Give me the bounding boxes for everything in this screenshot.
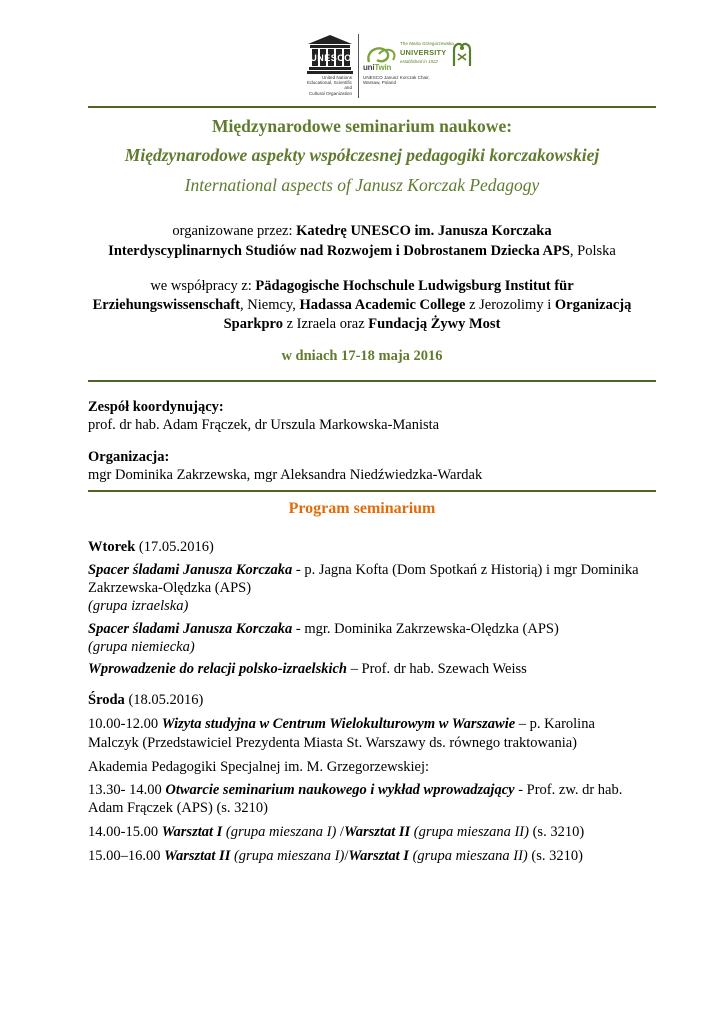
unitwin-label: uniTwin: [363, 63, 392, 72]
program-item-workshop-2: 15.00–16.00 Warsztat II (grupa mieszana I)/Warsztat I (grupa mieszana II) (s. 3210): [88, 848, 583, 864]
day-tuesday: Wtorek (17.05.2016): [88, 539, 214, 555]
logo-divider: [358, 34, 359, 98]
program-item-workshop-1: 14.00-15.00 Warsztat I (grupa mieszana I) /Warsztat II (grupa mieszana II) (s. 3210): [88, 824, 585, 840]
seminar-dates: w dniach 17-18 maja 2016: [281, 348, 443, 364]
university-name: UNIVERSITY: [400, 48, 447, 57]
cooperation-line-1: we współpracy z: Pädagogische Hochschule Ludwigsburg Institut für: [150, 278, 574, 294]
organization-members: mgr Dominika Zakrzewska, mgr Aleksandra Niedźwiedzka-Wardak: [88, 467, 483, 483]
seminar-subtitle-pl: Międzynarodowe aspekty współczesnej pedagogiki korczakowskiej: [124, 145, 600, 165]
organizers-line-1: organizowane przez: Katedrę UNESCO im. Janusza Korczaka: [172, 223, 552, 239]
program-title: Program seminarium: [288, 500, 436, 517]
seminar-title: Międzynarodowe seminarium naukowe:: [211, 116, 513, 136]
program-item-study-visit: 10.00-12.00 Wizyta studyjna w Centrum Wielokulturowym w Warszawie – p. Karolina: [88, 716, 595, 732]
dates-rule: [88, 380, 656, 382]
coordination-members: prof. dr hab. Adam Frączek, dr Urszula Markowska-Manista: [88, 417, 440, 433]
group-label-german: (grupa niemiecka): [88, 639, 195, 655]
university-emblem-icon: [450, 40, 474, 68]
team-rule: [88, 490, 656, 492]
university-established: established in 1922: [400, 59, 438, 64]
program-item-walk-german: Spacer śladami Janusza Korczaka - mgr. Dominika Zakrzewska-Olędzka (APS): [88, 621, 559, 637]
header-rule: [88, 106, 656, 108]
venue-line: Akademia Pedagogiki Specjalnej im. M. Grzegorzewskiej:: [88, 759, 430, 775]
unesco-caption: United Nations Educational, Scientific and Cultural Organization: [307, 75, 352, 96]
chair-caption: UNESCO Janusz Korczak Chair, Warsaw, Poland: [363, 75, 430, 86]
organization-label: Organizacja:: [88, 449, 170, 465]
program-item-walk-israeli-cont: Zakrzewska-Olędzka (APS): [88, 580, 252, 596]
program-item-opening-cont: Adam Frączek (APS) (s. 3210): [88, 800, 269, 816]
unesco-temple-icon: [304, 34, 356, 74]
program-item-intro-relations: Wprowadzenie do relacji polsko-izraelskich – Prof. dr hab. Szewach Weiss: [88, 661, 527, 677]
logo-block: [300, 34, 480, 100]
program-item-study-visit-cont: Malczyk (Przedstawiciel Prezydenta Miasta St. Warszawy ds. równego traktowania): [88, 735, 577, 751]
cooperation-line-2: Erziehungswissenschaft, Niemcy, Hadassa Academic College z Jerozolimy i Organizacją: [92, 297, 632, 313]
program-item-opening: 13.30- 14.00 Otwarcie seminarium naukowego i wykład wprowadzający - Prof. zw. dr hab.: [88, 782, 623, 798]
organizers-line-2: Interdyscyplinarnych Studiów nad Rozwojem i Dobrostanem Dziecka APS, Polska: [108, 243, 616, 259]
seminar-subtitle-en: International aspects of Janusz Korczak Pedagogy: [184, 175, 540, 195]
svg-text:UNESCO: UNESCO: [310, 53, 352, 63]
cooperation-line-3: Sparkpro z Izraela oraz Fundacją Żywy Most: [223, 316, 501, 332]
coordination-label: Zespół koordynujący:: [88, 399, 224, 415]
university-small-label: The Maria Grzegorzewska: [400, 41, 454, 46]
group-label-israeli: (grupa izraelska): [88, 598, 189, 614]
day-wednesday: Środa (18.05.2016): [88, 692, 204, 708]
program-item-walk-israeli: Spacer śladami Janusza Korczaka - p. Jagna Kofta (Dom Spotkań z Historią) i mgr Dominika: [88, 562, 639, 578]
